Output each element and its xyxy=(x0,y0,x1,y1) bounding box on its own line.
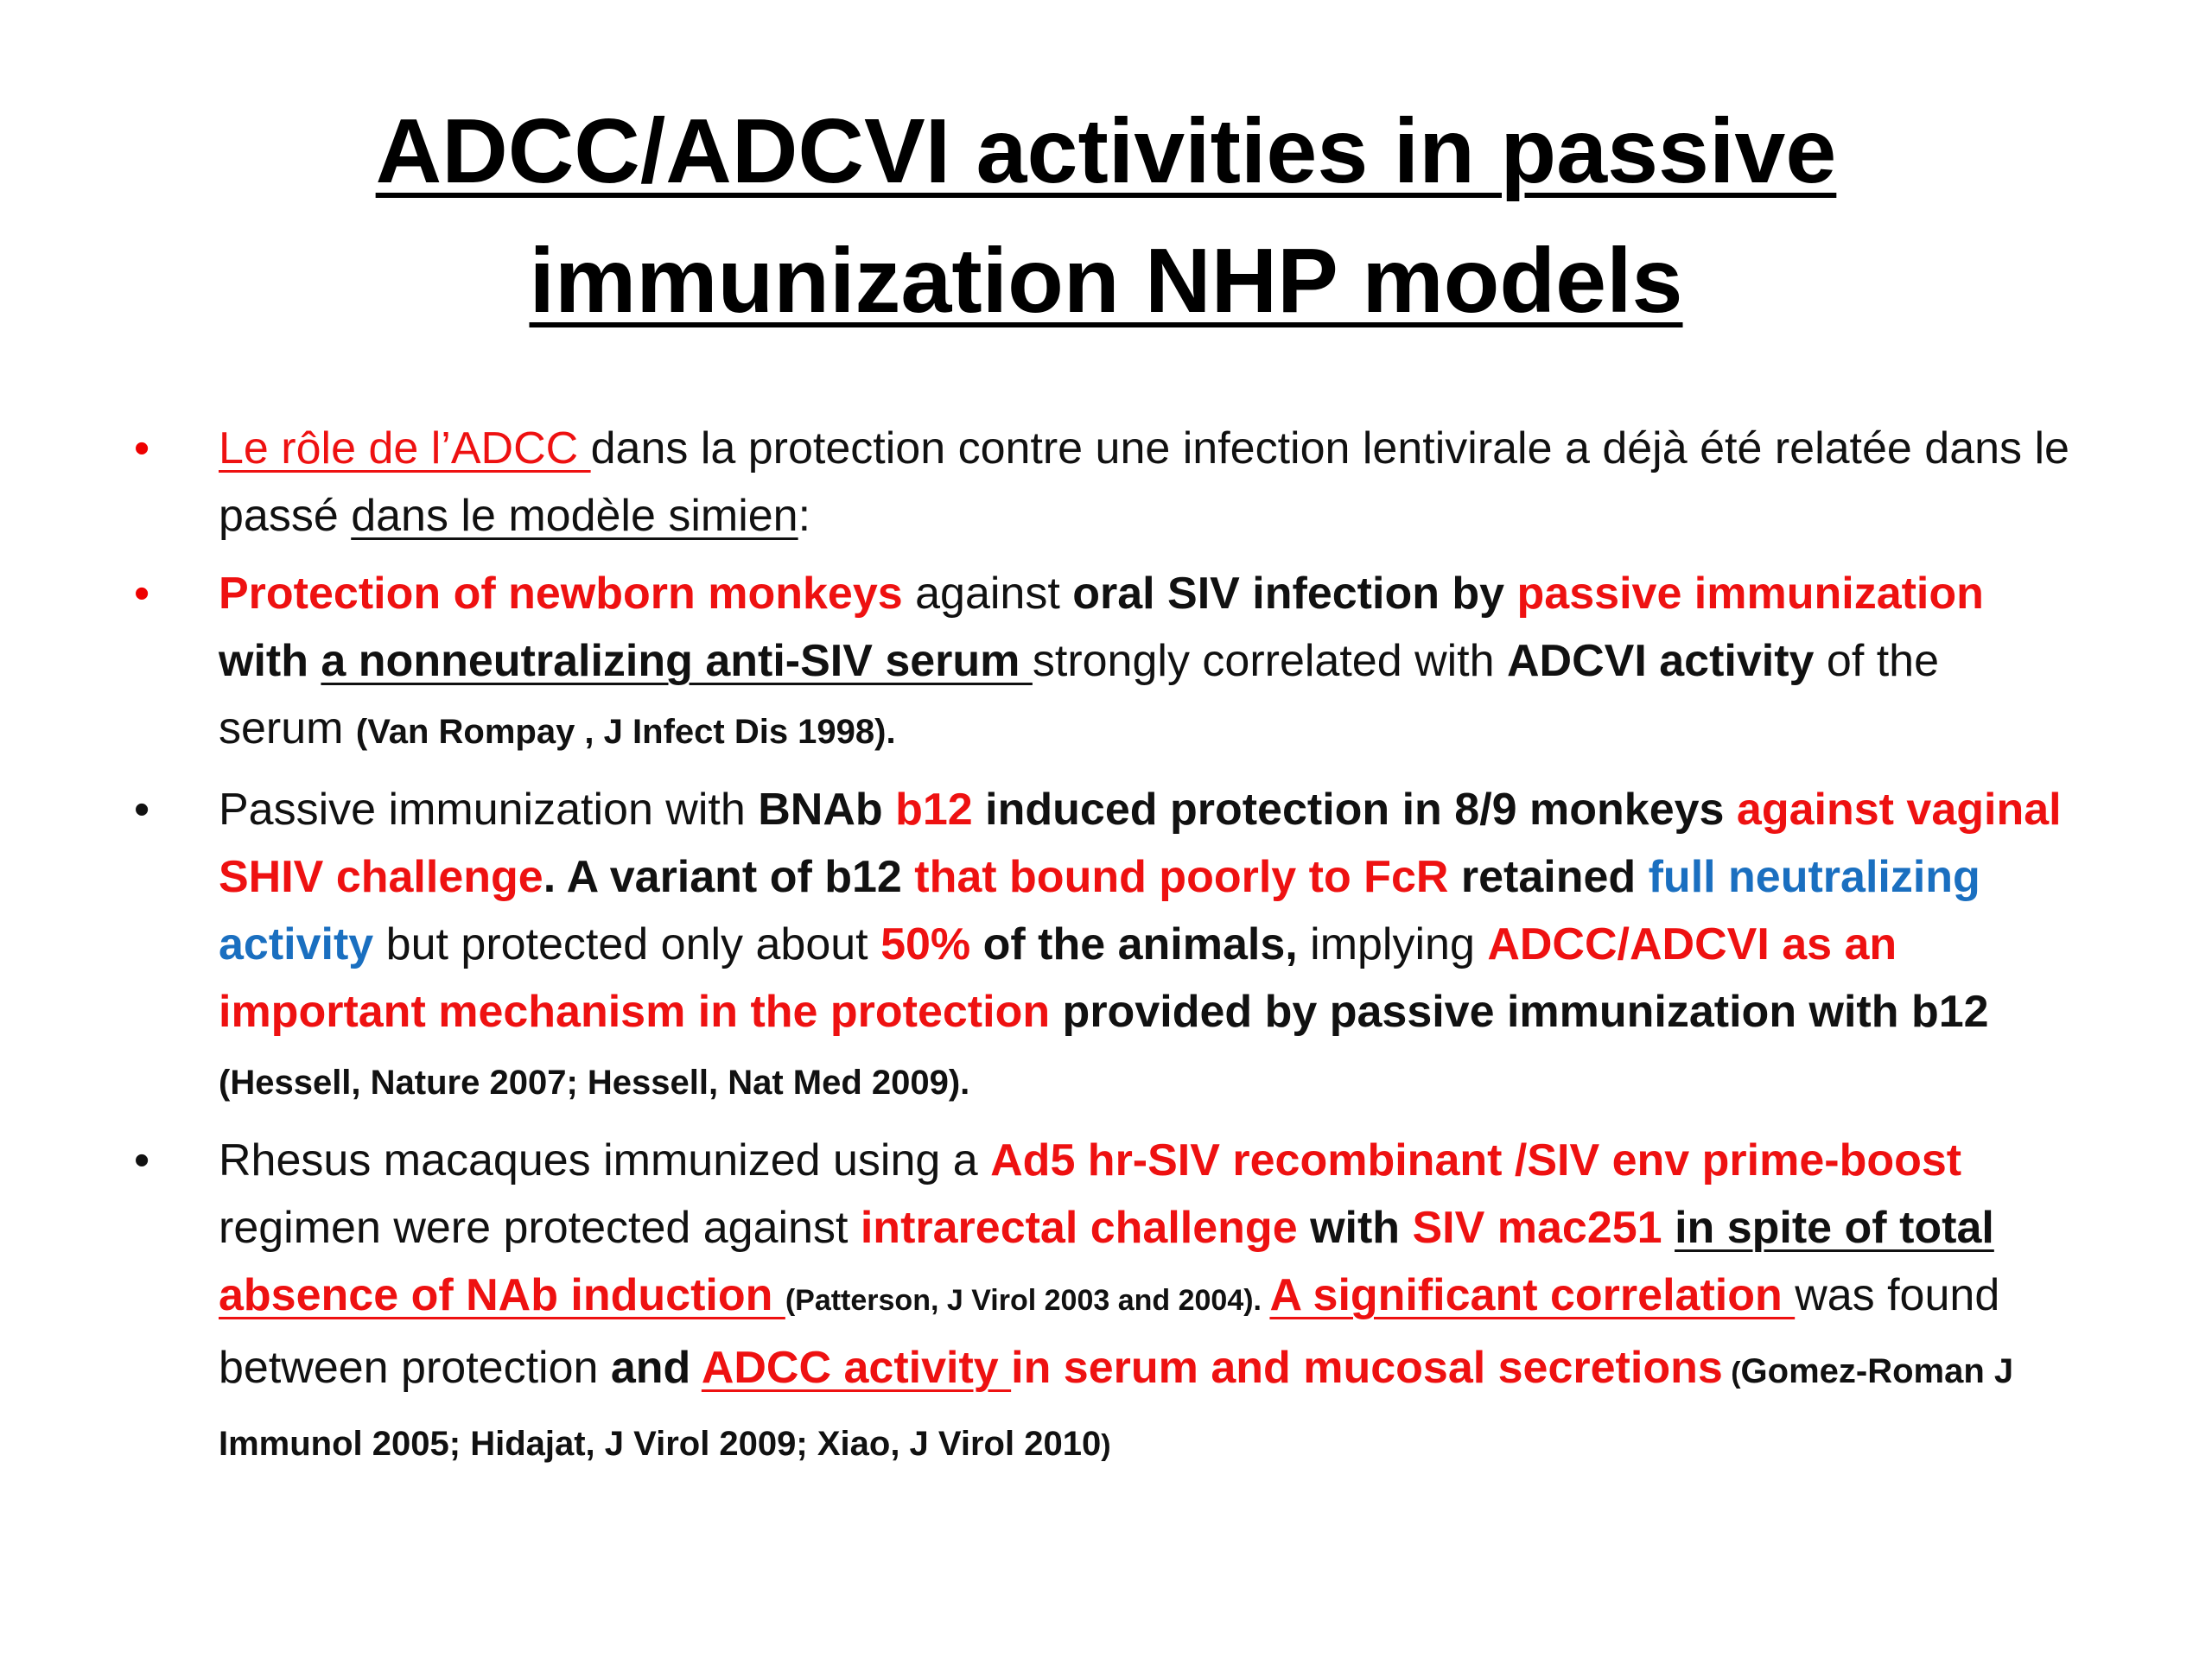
text-segment: ADCVI activity xyxy=(1507,636,1815,686)
text-segment: Ad5 hr-SIV recombinant /SIV env prime-boost xyxy=(990,1135,1962,1185)
text-segment: dans le modèle simien xyxy=(351,491,798,541)
text-segment: retained xyxy=(1448,852,1649,902)
text-segment: strongly correlated with xyxy=(1032,636,1507,686)
citation-paren: ( xyxy=(1722,1357,1741,1389)
citation: (Patterson, J Virol 2003 and 2004). xyxy=(785,1284,1270,1317)
text-segment: Le rôle de l’ADCC xyxy=(219,423,591,474)
text-segment: SIV mac251 xyxy=(1412,1203,1662,1253)
title-line-2: immunization NHP models xyxy=(529,230,1683,332)
text-segment: . A variant of b12 xyxy=(543,852,915,902)
text-segment: regimen were protected against xyxy=(219,1203,861,1253)
text-segment: : xyxy=(798,491,811,541)
text-segment: of the serum xyxy=(219,636,1940,753)
text-segment: of the animals, xyxy=(970,919,1298,969)
text-segment: intrarectal challenge xyxy=(860,1203,1298,1253)
text-segment: against xyxy=(902,569,1073,619)
text-segment: with xyxy=(219,636,321,686)
text-segment: 50% xyxy=(880,919,971,969)
text-segment: b12 xyxy=(895,785,973,835)
slide-title xyxy=(138,86,2074,346)
text-segment: but protected only about xyxy=(373,919,881,969)
text-segment: dans la protection contre une infection lentivirale a déjà été relatée dans le passé xyxy=(219,423,2069,541)
bullet-rhesus-macaques xyxy=(130,1127,2074,1479)
text-segment: in serum and mucosal secretions xyxy=(1011,1343,1723,1393)
text-segment: implying xyxy=(1297,919,1488,969)
text-segment: full neutralizing activity xyxy=(219,852,1980,969)
bullet-newborn-protection xyxy=(130,560,2074,766)
bullet-marker: • xyxy=(134,1135,150,1185)
text-segment: against vaginal SHIV challenge xyxy=(219,785,2062,902)
citation: (Van Rompay , J Infect Dis 1998). xyxy=(355,713,896,751)
text-segment: provided by passive immunization with b12 xyxy=(1050,987,1989,1037)
text-segment: BNAb xyxy=(758,785,896,835)
text-segment: Passive immunization with xyxy=(219,785,759,835)
citation-paren: ) xyxy=(1101,1429,1111,1462)
title-line-1: ADCC/ADCVI activities in passive xyxy=(375,100,1837,202)
citation: Gomez-Roman J Immunol 2005; Hidajat, J Virol 2009; Xiao, J Virol 2010 xyxy=(219,1352,2014,1463)
bullet-b12-passive-immunization xyxy=(130,776,2074,1116)
text-segment: Rhesus macaques immunized using a xyxy=(219,1135,991,1185)
text-segment: absence of NAb induction xyxy=(219,1270,785,1320)
text-segment: ADCC/ADCVI as an important mechanism in the protection xyxy=(219,919,1897,1037)
text-segment: oral SIV infection by xyxy=(1072,569,1517,619)
text-segment: was found between protection xyxy=(219,1270,2000,1393)
text-segment: and xyxy=(610,1343,702,1393)
text-segment: ADCC activity xyxy=(701,1343,1012,1393)
bullet-marker: • xyxy=(134,569,150,619)
text-segment: in spite of total xyxy=(1675,1203,1994,1253)
citation: (Hessell, Nature 2007; Hessell, Nat Med 2009). xyxy=(219,1064,970,1102)
bullet-marker: • xyxy=(134,423,150,474)
text-segment: that bound poorly to FcR xyxy=(914,852,1449,902)
bullet-list xyxy=(130,415,2074,1490)
text-segment xyxy=(1662,1203,1675,1253)
text-segment: a nonneutralizing anti-SIV serum xyxy=(321,636,1033,686)
text-segment: A significant correlation xyxy=(1269,1270,1796,1320)
text-segment: with xyxy=(1297,1203,1413,1253)
bullet-marker: • xyxy=(134,785,150,835)
text-segment: Protection of newborn monkeys xyxy=(219,569,903,619)
text-segment: induced protection in 8/9 monkeys xyxy=(972,785,1737,835)
text-segment: passive immunization xyxy=(1516,569,1984,619)
bullet-adcc-role xyxy=(130,415,2074,550)
